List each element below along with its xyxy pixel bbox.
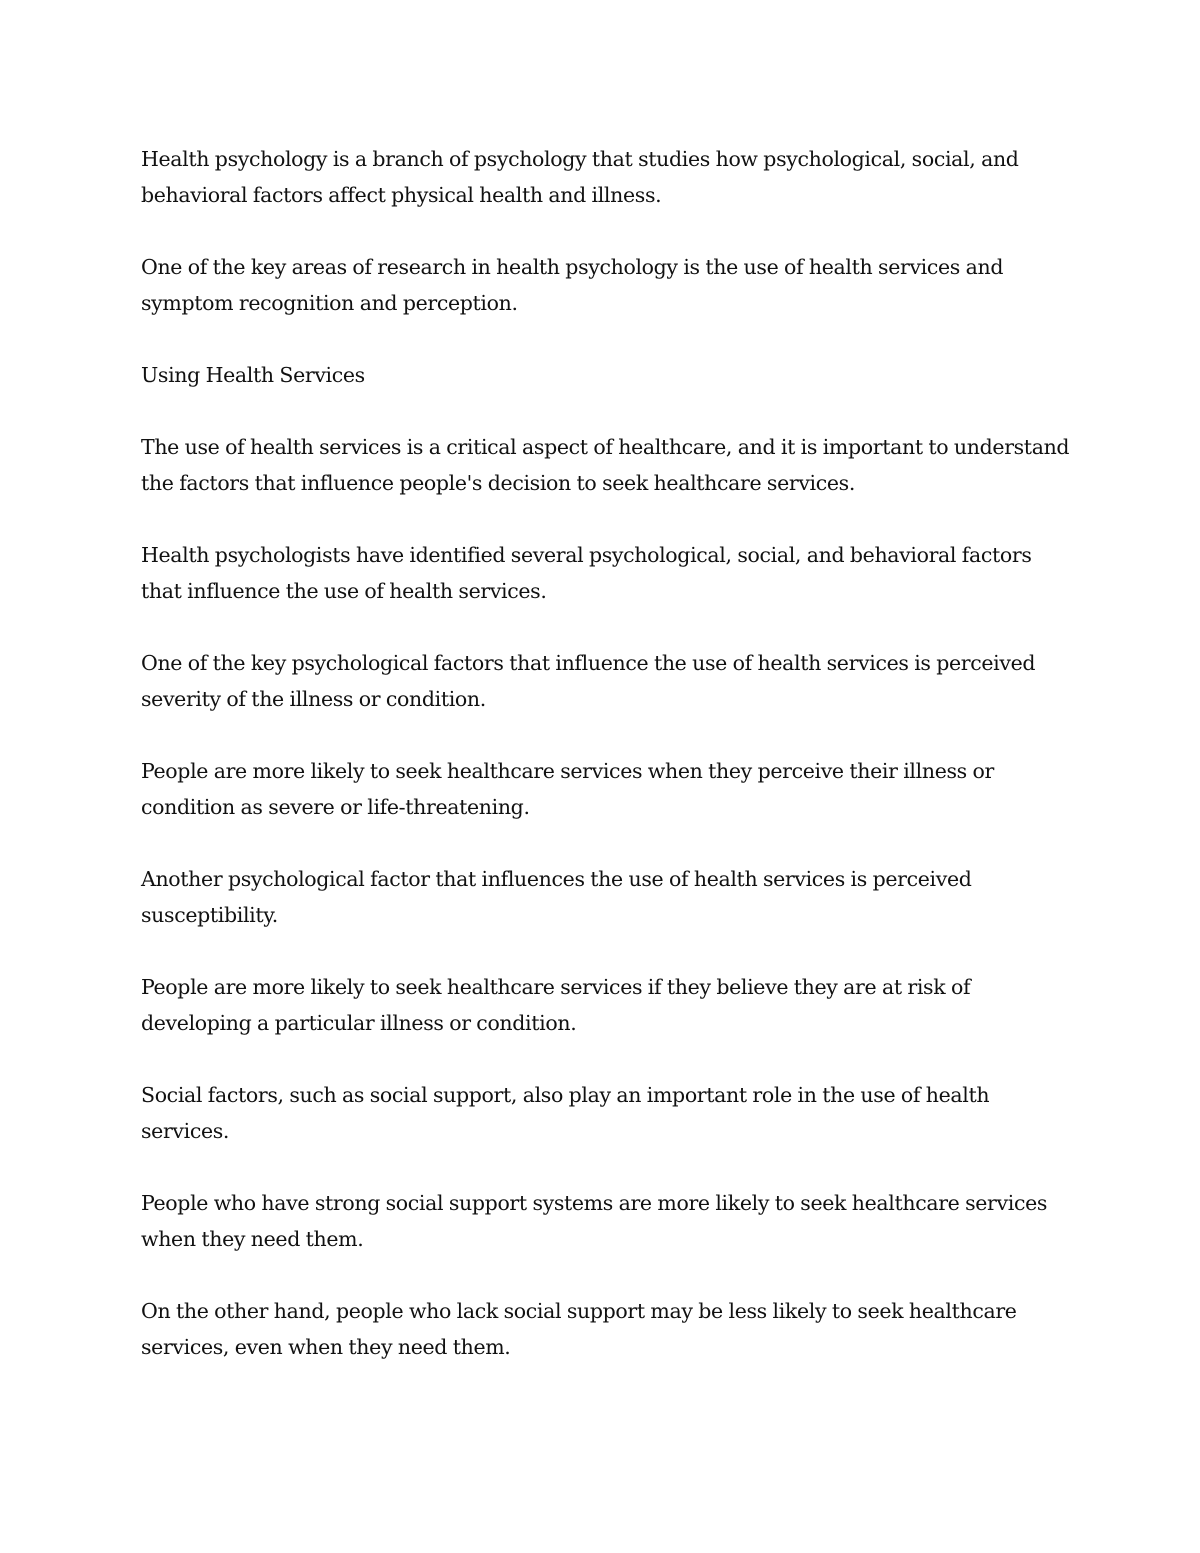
paragraph: People are more likely to seek healthcare services if they believe they are at risk of developing a particular illness or condition. [141, 975, 971, 1035]
paragraph: Social factors, such as social support, also play an important role in the use of health services. [141, 1083, 990, 1143]
section-heading-using-health-services: Using Health Services [141, 363, 365, 387]
paragraph-intro: Health psychology is a branch of psychology that studies how psychological, social, and behavioral factors affect physical health and illness. [141, 147, 1019, 207]
paragraph: On the other hand, people who lack social support may be less likely to seek healthcare services, even when they need them. [141, 1299, 1017, 1359]
paragraph: Health psychologists have identified several psychological, social, and behavioral factors that influence the use of health services. [141, 543, 1032, 603]
paragraph: One of the key psychological factors that influence the use of health services is perceived severity of the illness or condition. [141, 651, 1036, 711]
paragraph-key-areas: One of the key areas of research in health psychology is the use of health services and symptom recognition and perception. [141, 255, 1004, 315]
paragraph: Another psychological factor that influences the use of health services is perceived susceptibility. [141, 867, 972, 927]
paragraph: People who have strong social support systems are more likely to seek healthcare services when they need them. [141, 1191, 1048, 1251]
document-body [141, 141, 1071, 1401]
paragraph: People are more likely to seek healthcare services when they perceive their illness or condition as severe or life-threatening. [141, 759, 994, 819]
paragraph: The use of health services is a critical aspect of healthcare, and it is important to understand the factors that influence people's decision to seek healthcare services. [141, 435, 1070, 495]
